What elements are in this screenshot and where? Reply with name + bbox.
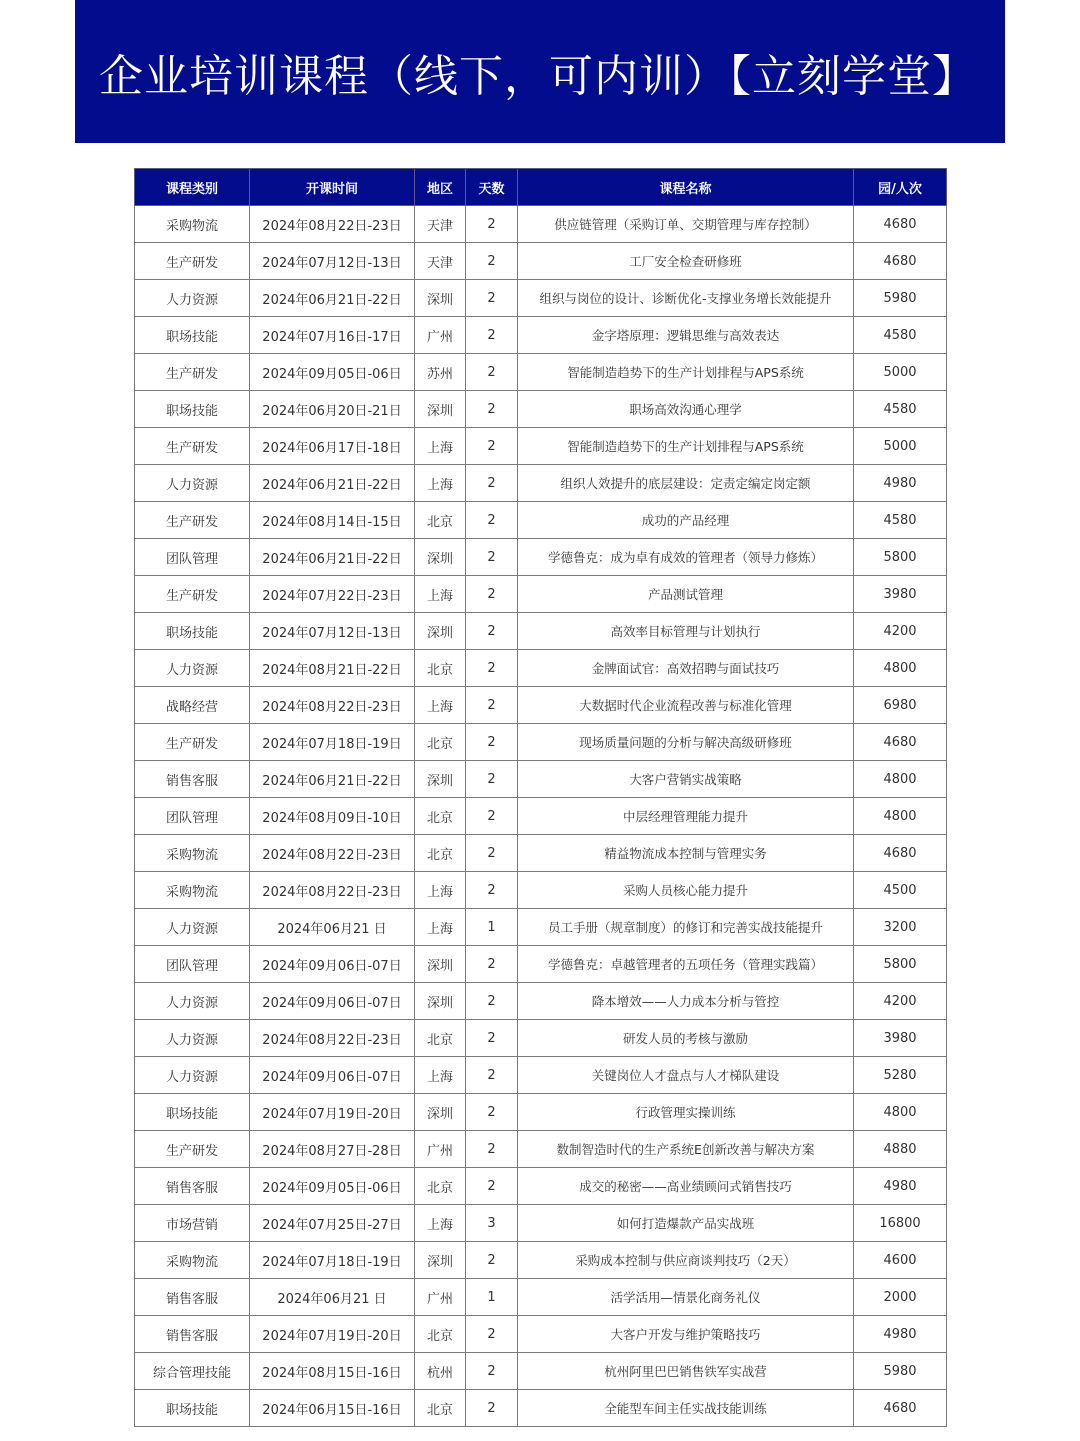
table-row <box>135 280 947 317</box>
cell-price: 5800 <box>854 946 947 983</box>
cell-date: 2024年08月14日-15日 <box>250 502 415 539</box>
cell-category: 生产研发 <box>135 502 250 539</box>
cell-region: 深圳 <box>415 391 466 428</box>
cell-course-name: 学德鲁克：成为卓有成效的管理者（领导力修炼） <box>518 539 854 576</box>
table-row <box>135 539 947 576</box>
cell-days: 2 <box>466 1020 518 1057</box>
cell-region: 深圳 <box>415 613 466 650</box>
course-table <box>134 168 947 1427</box>
cell-price: 5000 <box>854 354 947 391</box>
cell-price: 4680 <box>854 835 947 872</box>
cell-price: 4200 <box>854 613 947 650</box>
cell-price: 4580 <box>854 317 947 354</box>
cell-category: 生产研发 <box>135 354 250 391</box>
cell-course-name: 中层经理管理能力提升 <box>518 798 854 835</box>
cell-category: 人力资源 <box>135 280 250 317</box>
cell-category: 职场技能 <box>135 391 250 428</box>
table-row <box>135 428 947 465</box>
course-table-container <box>134 168 946 1427</box>
cell-region: 广州 <box>415 1279 466 1316</box>
cell-date: 2024年07月19日-20日 <box>250 1094 415 1131</box>
cell-course-name: 行政管理实操训练 <box>518 1094 854 1131</box>
header-region: 地区 <box>415 169 466 206</box>
cell-course-name: 精益物流成本控制与管理实务 <box>518 835 854 872</box>
cell-date: 2024年09月06日-07日 <box>250 946 415 983</box>
cell-days: 2 <box>466 243 518 280</box>
cell-category: 销售客服 <box>135 1316 250 1353</box>
cell-days: 2 <box>466 576 518 613</box>
header-course-name: 课程名称 <box>518 169 854 206</box>
cell-days: 2 <box>466 465 518 502</box>
title-banner <box>75 0 1005 143</box>
table-row <box>135 872 947 909</box>
cell-price: 3980 <box>854 576 947 613</box>
cell-region: 北京 <box>415 724 466 761</box>
table-row <box>135 354 947 391</box>
cell-price: 4680 <box>854 243 947 280</box>
cell-price: 4800 <box>854 761 947 798</box>
cell-date: 2024年06月17日-18日 <box>250 428 415 465</box>
table-row <box>135 724 947 761</box>
cell-date: 2024年08月22日-23日 <box>250 206 415 243</box>
cell-date: 2024年07月18日-19日 <box>250 1242 415 1279</box>
cell-price: 4800 <box>854 650 947 687</box>
cell-category: 人力资源 <box>135 983 250 1020</box>
cell-course-name: 学德鲁克：卓越管理者的五项任务（管理实践篇） <box>518 946 854 983</box>
cell-days: 3 <box>466 1205 518 1242</box>
cell-category: 生产研发 <box>135 724 250 761</box>
cell-price: 4800 <box>854 798 947 835</box>
cell-course-name: 采购成本控制与供应商谈判技巧（2天） <box>518 1242 854 1279</box>
cell-region: 上海 <box>415 909 466 946</box>
header-price: 园/人次 <box>854 169 947 206</box>
cell-price: 4980 <box>854 465 947 502</box>
cell-category: 人力资源 <box>135 909 250 946</box>
cell-days: 2 <box>466 835 518 872</box>
cell-days: 2 <box>466 650 518 687</box>
cell-course-name: 全能型车间主任实战技能训练 <box>518 1390 854 1427</box>
table-row <box>135 650 947 687</box>
cell-days: 2 <box>466 1242 518 1279</box>
cell-category: 生产研发 <box>135 576 250 613</box>
cell-price: 4680 <box>854 724 947 761</box>
cell-days: 2 <box>466 1168 518 1205</box>
cell-date: 2024年08月22日-23日 <box>250 1020 415 1057</box>
table-row <box>135 909 947 946</box>
cell-category: 采购物流 <box>135 872 250 909</box>
cell-date: 2024年08月27日-28日 <box>250 1131 415 1168</box>
cell-region: 北京 <box>415 1168 466 1205</box>
table-row <box>135 1020 947 1057</box>
cell-date: 2024年07月22日-23日 <box>250 576 415 613</box>
cell-days: 2 <box>466 983 518 1020</box>
table-row <box>135 391 947 428</box>
table-row <box>135 761 947 798</box>
cell-category: 团队管理 <box>135 946 250 983</box>
cell-date: 2024年07月25日-27日 <box>250 1205 415 1242</box>
cell-category: 生产研发 <box>135 428 250 465</box>
cell-course-name: 大客户开发与维护策略技巧 <box>518 1316 854 1353</box>
cell-region: 上海 <box>415 687 466 724</box>
cell-course-name: 现场质量问题的分析与解决高级研修班 <box>518 724 854 761</box>
cell-category: 人力资源 <box>135 1020 250 1057</box>
cell-category: 综合管理技能 <box>135 1353 250 1390</box>
cell-price: 4880 <box>854 1131 947 1168</box>
cell-date: 2024年06月21日-22日 <box>250 761 415 798</box>
table-row <box>135 1205 947 1242</box>
cell-days: 2 <box>466 539 518 576</box>
cell-category: 战略经营 <box>135 687 250 724</box>
cell-date: 2024年08月22日-23日 <box>250 872 415 909</box>
cell-course-name: 智能制造趋势下的生产计划排程与APS系统 <box>518 354 854 391</box>
cell-course-name: 供应链管理（采购订单、交期管理与库存控制） <box>518 206 854 243</box>
cell-date: 2024年08月22日-23日 <box>250 835 415 872</box>
cell-region: 上海 <box>415 872 466 909</box>
cell-region: 深圳 <box>415 1094 466 1131</box>
cell-price: 4980 <box>854 1168 947 1205</box>
cell-price: 5000 <box>854 428 947 465</box>
cell-course-name: 研发人员的考核与激励 <box>518 1020 854 1057</box>
cell-category: 销售客服 <box>135 761 250 798</box>
cell-days: 2 <box>466 1390 518 1427</box>
cell-region: 北京 <box>415 1316 466 1353</box>
cell-category: 人力资源 <box>135 650 250 687</box>
cell-days: 2 <box>466 613 518 650</box>
cell-region: 北京 <box>415 1020 466 1057</box>
cell-date: 2024年07月12日-13日 <box>250 613 415 650</box>
cell-region: 北京 <box>415 835 466 872</box>
table-row <box>135 576 947 613</box>
cell-course-name: 员工手册（规章制度）的修订和完善实战技能提升 <box>518 909 854 946</box>
cell-region: 深圳 <box>415 946 466 983</box>
cell-course-name: 成功的产品经理 <box>518 502 854 539</box>
cell-region: 苏州 <box>415 354 466 391</box>
cell-course-name: 智能制造趋势下的生产计划排程与APS系统 <box>518 428 854 465</box>
cell-price: 4800 <box>854 1094 947 1131</box>
cell-price: 4580 <box>854 391 947 428</box>
cell-course-name: 大数据时代企业流程改善与标准化管理 <box>518 687 854 724</box>
cell-region: 深圳 <box>415 761 466 798</box>
cell-region: 天津 <box>415 206 466 243</box>
cell-category: 采购物流 <box>135 206 250 243</box>
cell-region: 北京 <box>415 650 466 687</box>
cell-price: 5980 <box>854 1353 947 1390</box>
table-row <box>135 1057 947 1094</box>
table-row <box>135 613 947 650</box>
cell-course-name: 金牌面试官：高效招聘与面试技巧 <box>518 650 854 687</box>
table-row <box>135 1390 947 1427</box>
cell-region: 杭州 <box>415 1353 466 1390</box>
cell-days: 2 <box>466 206 518 243</box>
cell-course-name: 降本增效——人力成本分析与管控 <box>518 983 854 1020</box>
cell-date: 2024年06月15日-16日 <box>250 1390 415 1427</box>
cell-days: 2 <box>466 1131 518 1168</box>
table-row <box>135 1279 947 1316</box>
cell-course-name: 杭州阿里巴巴销售铁军实战营 <box>518 1353 854 1390</box>
cell-price: 5980 <box>854 280 947 317</box>
table-row <box>135 946 947 983</box>
cell-category: 生产研发 <box>135 243 250 280</box>
table-row <box>135 206 947 243</box>
cell-region: 北京 <box>415 1390 466 1427</box>
cell-days: 2 <box>466 761 518 798</box>
cell-days: 2 <box>466 687 518 724</box>
table-header-row <box>135 169 947 206</box>
cell-date: 2024年08月09日-10日 <box>250 798 415 835</box>
cell-price: 4500 <box>854 872 947 909</box>
cell-days: 2 <box>466 946 518 983</box>
cell-date: 2024年06月21日-22日 <box>250 465 415 502</box>
page-title: 企业培训课程（线下，可内训）【立刻学堂】 <box>99 50 977 102</box>
table-row <box>135 1316 947 1353</box>
cell-category: 生产研发 <box>135 1131 250 1168</box>
cell-days: 2 <box>466 428 518 465</box>
table-row <box>135 835 947 872</box>
cell-date: 2024年09月05日-06日 <box>250 1168 415 1205</box>
header-category: 课程类别 <box>135 169 250 206</box>
cell-region: 天津 <box>415 243 466 280</box>
cell-category: 职场技能 <box>135 1094 250 1131</box>
header-date: 开课时间 <box>250 169 415 206</box>
table-row <box>135 1242 947 1279</box>
table-row <box>135 502 947 539</box>
table-row <box>135 1168 947 1205</box>
cell-category: 团队管理 <box>135 798 250 835</box>
cell-date: 2024年06月21日-22日 <box>250 280 415 317</box>
cell-course-name: 高效率目标管理与计划执行 <box>518 613 854 650</box>
cell-price: 4580 <box>854 502 947 539</box>
cell-price: 16800 <box>854 1205 947 1242</box>
cell-category: 职场技能 <box>135 317 250 354</box>
table-row <box>135 687 947 724</box>
cell-course-name: 数制智造时代的生产系统E创新改善与解决方案 <box>518 1131 854 1168</box>
cell-region: 上海 <box>415 428 466 465</box>
cell-category: 采购物流 <box>135 1242 250 1279</box>
cell-category: 人力资源 <box>135 465 250 502</box>
cell-date: 2024年07月12日-13日 <box>250 243 415 280</box>
cell-date: 2024年06月20日-21日 <box>250 391 415 428</box>
cell-course-name: 采购人员核心能力提升 <box>518 872 854 909</box>
cell-course-name: 组织人效提升的底层建设：定责定编定岗定额 <box>518 465 854 502</box>
cell-date: 2024年07月16日-17日 <box>250 317 415 354</box>
cell-price: 4980 <box>854 1316 947 1353</box>
cell-days: 2 <box>466 1094 518 1131</box>
table-row <box>135 798 947 835</box>
cell-date: 2024年09月05日-06日 <box>250 354 415 391</box>
cell-category: 人力资源 <box>135 1057 250 1094</box>
table-row <box>135 1131 947 1168</box>
cell-date: 2024年09月06日-07日 <box>250 1057 415 1094</box>
cell-days: 2 <box>466 1316 518 1353</box>
cell-date: 2024年07月19日-20日 <box>250 1316 415 1353</box>
cell-category: 职场技能 <box>135 613 250 650</box>
cell-region: 深圳 <box>415 1242 466 1279</box>
cell-days: 2 <box>466 798 518 835</box>
cell-category: 销售客服 <box>135 1168 250 1205</box>
table-row <box>135 1094 947 1131</box>
cell-course-name: 职场高效沟通心理学 <box>518 391 854 428</box>
cell-days: 2 <box>466 391 518 428</box>
cell-days: 1 <box>466 1279 518 1316</box>
cell-date: 2024年09月06日-07日 <box>250 983 415 1020</box>
cell-date: 2024年08月21日-22日 <box>250 650 415 687</box>
cell-days: 2 <box>466 280 518 317</box>
cell-date: 2024年08月22日-23日 <box>250 687 415 724</box>
cell-course-name: 活学活用—情景化商务礼仪 <box>518 1279 854 1316</box>
cell-days: 1 <box>466 909 518 946</box>
cell-region: 北京 <box>415 502 466 539</box>
cell-course-name: 组织与岗位的设计、诊断优化-支撑业务增长效能提升 <box>518 280 854 317</box>
cell-region: 上海 <box>415 1057 466 1094</box>
cell-price: 4680 <box>854 1390 947 1427</box>
cell-course-name: 关键岗位人才盘点与人才梯队建设 <box>518 1057 854 1094</box>
cell-region: 北京 <box>415 798 466 835</box>
cell-course-name: 产品测试管理 <box>518 576 854 613</box>
cell-course-name: 大客户营销实战策略 <box>518 761 854 798</box>
table-body <box>135 206 947 1427</box>
cell-days: 2 <box>466 724 518 761</box>
cell-price: 3980 <box>854 1020 947 1057</box>
cell-date: 2024年06月21 日 <box>250 1279 415 1316</box>
cell-region: 上海 <box>415 576 466 613</box>
cell-price: 5800 <box>854 539 947 576</box>
cell-price: 5280 <box>854 1057 947 1094</box>
cell-days: 2 <box>466 317 518 354</box>
cell-region: 广州 <box>415 317 466 354</box>
cell-days: 2 <box>466 1353 518 1390</box>
cell-days: 2 <box>466 872 518 909</box>
cell-price: 4200 <box>854 983 947 1020</box>
cell-region: 深圳 <box>415 983 466 1020</box>
table-row <box>135 465 947 502</box>
cell-region: 深圳 <box>415 280 466 317</box>
header-days: 天数 <box>466 169 518 206</box>
cell-region: 深圳 <box>415 539 466 576</box>
cell-category: 职场技能 <box>135 1390 250 1427</box>
cell-category: 采购物流 <box>135 835 250 872</box>
cell-price: 2000 <box>854 1279 947 1316</box>
cell-course-name: 工厂安全检查研修班 <box>518 243 854 280</box>
cell-date: 2024年06月21 日 <box>250 909 415 946</box>
cell-category: 销售客服 <box>135 1279 250 1316</box>
cell-course-name: 成交的秘密——高业绩顾问式销售技巧 <box>518 1168 854 1205</box>
cell-price: 4680 <box>854 206 947 243</box>
cell-region: 广州 <box>415 1131 466 1168</box>
cell-days: 2 <box>466 1057 518 1094</box>
cell-days: 2 <box>466 502 518 539</box>
cell-course-name: 如何打造爆款产品实战班 <box>518 1205 854 1242</box>
cell-region: 上海 <box>415 465 466 502</box>
cell-price: 4600 <box>854 1242 947 1279</box>
cell-region: 上海 <box>415 1205 466 1242</box>
cell-date: 2024年06月21日-22日 <box>250 539 415 576</box>
table-row <box>135 983 947 1020</box>
cell-category: 团队管理 <box>135 539 250 576</box>
cell-price: 3200 <box>854 909 947 946</box>
cell-date: 2024年08月15日-16日 <box>250 1353 415 1390</box>
cell-date: 2024年07月18日-19日 <box>250 724 415 761</box>
table-row <box>135 317 947 354</box>
cell-course-name: 金字塔原理：逻辑思维与高效表达 <box>518 317 854 354</box>
cell-category: 市场营销 <box>135 1205 250 1242</box>
table-row <box>135 1353 947 1390</box>
cell-price: 6980 <box>854 687 947 724</box>
cell-days: 2 <box>466 354 518 391</box>
table-row <box>135 243 947 280</box>
